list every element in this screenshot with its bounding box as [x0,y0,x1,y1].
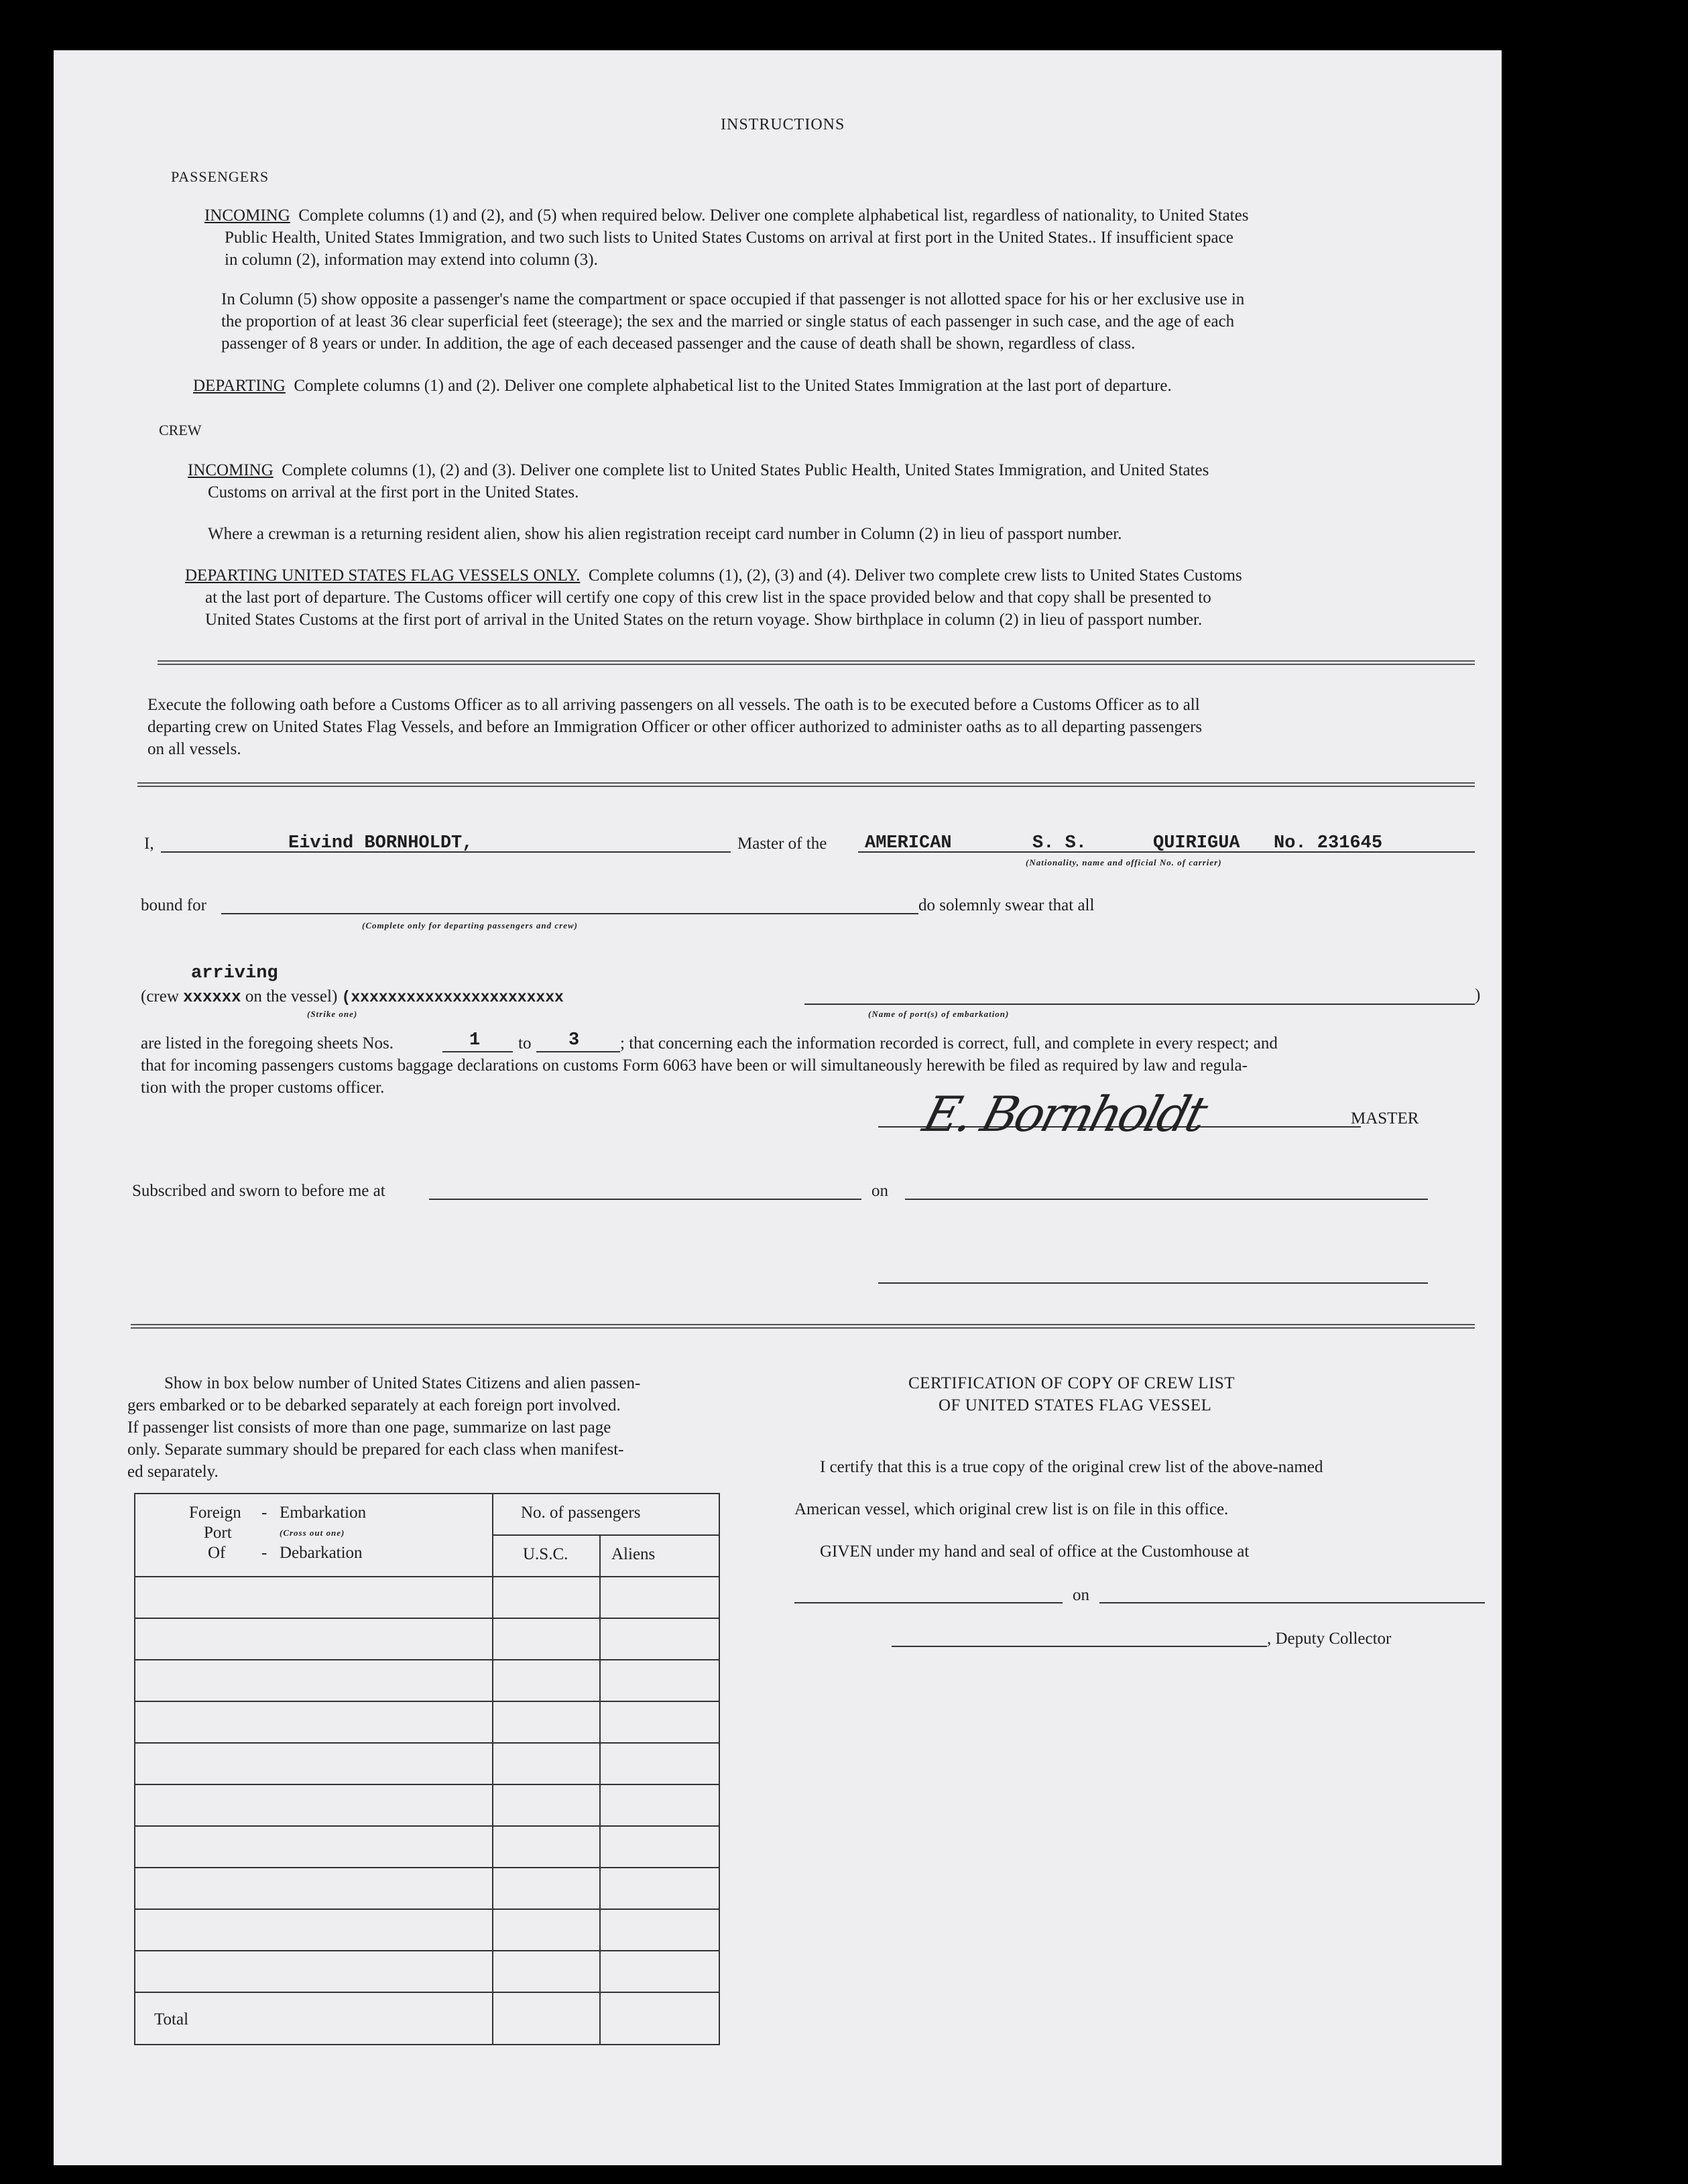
col-cross: (Cross out one) [280,1528,345,1538]
col-usc: U.S.C. [523,1545,568,1563]
summary-line5: ed separately. [127,1463,219,1481]
cert-title2: OF UNITED STATES FLAG VESSEL [939,1396,1212,1414]
master-name-value: Eivind BORNHOLDT, [288,833,473,853]
col-foreign: Foreign [189,1504,241,1522]
table-row[interactable] [135,1701,719,1702]
summary-line4: only. Separate summary should be prepared for each class when manifest- [127,1441,624,1459]
col-port: Port [204,1524,232,1542]
to-label: to [518,1034,532,1052]
swear-text: do solemnly swear that all [918,896,1095,914]
page-title: INSTRUCTIONS [721,116,845,133]
col-no-passengers: No. of passengers [521,1504,641,1522]
subscribed-on-label: on [871,1182,888,1200]
table-row[interactable] [135,1867,719,1868]
sheet-to-value: 3 [568,1030,580,1050]
passengers-col5-line3: passenger of 8 years or under. In addition, the age of each deceased passenger and the cause of death shall be shown, regardless of class. [221,335,1136,353]
crew-departing-line1 [185,564,1242,587]
baggage-line2: tion with the proper customs officer. [141,1079,385,1097]
vessel-number: No. 231645 [1274,833,1383,853]
total-label: Total [154,2010,189,2028]
document-page [54,50,1502,2165]
table-divider [135,1576,719,1577]
on-vessel: on the vessel) [245,987,338,1006]
col-of: Of [208,1544,226,1562]
crew-departing-text1: Complete columns (1), (2), (3) and (4). Deliver two complete crew lists to United States Customs [588,566,1242,585]
sheet-to-field[interactable] [536,1051,620,1052]
table-row[interactable] [135,1950,719,1951]
table-row[interactable] [135,1784,719,1785]
crew-incoming-text1: Complete columns (1), (2) and (3). Deliver one complete list to United States Public Health, United States Immigration, and United States [282,461,1209,479]
table-row[interactable] [135,1618,719,1619]
table-row[interactable] [135,1992,719,1993]
passengers-departing-text: Complete columns (1) and (2). Deliver one complete alphabetical list to the United States Immigration at the last port of departure. [294,377,1172,395]
col-dash1: - [261,1504,267,1522]
summary-line3: If passenger list consists of more than one page, summarize on last page [127,1418,611,1437]
crew-paren-line [141,987,564,1007]
section-divider [131,1324,1475,1329]
col-embarkation: Embarkation [280,1504,367,1522]
cert-line2: American vessel, which original crew list is on file in this office. [794,1500,1229,1518]
cert-date-field[interactable] [1099,1602,1485,1603]
passengers-incoming-text1: Complete columns (1) and (2), and (5) when required below. Deliver one complete alphabetical list, regardless of nationality, to United States [298,206,1249,225]
table-row[interactable] [135,1825,719,1827]
close-paren: ) [1475,986,1481,1004]
oath-intro-line2: departing crew on United States Flag Vessels, and before an Immigration Officer or other officer authorized to administer oaths as to all departing passengers [147,718,1203,736]
strike-caption: (Strike one) [307,1009,358,1019]
passengers-incoming-line1 [204,204,1248,227]
passengers-departing-label: DEPARTING [193,377,286,395]
bound-for-label: bound for [141,896,206,914]
vessel-nationality: AMERICAN [865,833,952,853]
struck-passengers: (xxxxxxxxxxxxxxxxxxxxxxx [341,989,564,1006]
ports-embarkation-field[interactable] [804,1004,1475,1005]
crew-incoming-line1 [188,459,1209,481]
crew-open: (crew [141,987,179,1006]
bound-for-caption: (Complete only for departing passengers and crew) [362,920,578,930]
crew-departing-label: DEPARTING UNITED STATES FLAG VESSELS ONLY. [185,566,581,585]
cert-title1: CERTIFICATION OF COPY OF CREW LIST [908,1374,1235,1392]
bound-for-field[interactable] [221,913,918,914]
summary-line1: Show in box below number of United States Citizens and alien passen- [164,1374,641,1392]
cert-place-field[interactable] [794,1602,1063,1603]
oath-i-label: I, [144,835,154,853]
ports-caption: (Name of port(s) of embarkation) [868,1009,1010,1019]
passengers-incoming-line2: Public Health, United States Immigration, and two such lists to United States Customs on arrival at first port in the United States.. If insufficient space [225,229,1233,247]
table-row[interactable] [135,1742,719,1744]
crew-incoming-label: INCOMING [188,461,274,479]
crew-departing-line2: at the last port of departure. The Customs officer will certify one copy of this crew list in the space provided below and that copy shall be presented to [205,589,1211,607]
master-label: MASTER [1351,1109,1419,1128]
vessel-name: QUIRIGUA [1153,833,1240,853]
passengers-departing-line [193,375,1172,397]
subscribed-place-field[interactable] [429,1199,861,1200]
sheet-from-field[interactable] [442,1051,513,1052]
master-of-label: Master of the [737,835,827,853]
crew-incoming-line2: Customs on arrival at the first port in the United States. [208,483,579,501]
passengers-incoming-label: INCOMING [204,206,290,225]
oath-intro-line1: Execute the following oath before a Customs Officer as to all arriving passengers on all vessels. The oath is to be executed before a Customs Officer as to all [147,696,1200,714]
col-dash2: - [261,1544,267,1562]
officer-signature-field[interactable] [878,1282,1428,1284]
table-row[interactable] [135,1659,719,1660]
cert-line1: I certify that this is a true copy of the original crew list of the above-named [820,1458,1323,1476]
deputy-signature-field[interactable] [892,1646,1267,1647]
table-divider [492,1534,719,1536]
master-signature: E. Bornholdt [917,1086,1211,1142]
subscribed-label: Subscribed and sworn to before me at [132,1182,385,1200]
baggage-line: that for incoming passengers customs baggage declarations on customs Form 6063 have been or will simultaneously herewith be filed as required by law and regula- [141,1056,1248,1075]
arriving-typed: arriving [191,963,278,983]
deputy-label: , Deputy Collector [1267,1630,1392,1648]
subscribed-date-field[interactable] [905,1199,1428,1200]
passengers-incoming-line3: in column (2), information may extend into column (3). [225,251,598,269]
sheet-from-value: 1 [469,1030,481,1050]
cert-line3: GIVEN under my hand and seal of office at the Customhouse at [820,1542,1250,1561]
col-debarkation: Debarkation [280,1544,363,1562]
oath-intro-line3: on all vessels. [147,740,241,758]
table-row[interactable] [135,1908,719,1910]
vessel-caption: (Nationality, name and official No. of carrier) [1026,857,1222,867]
col-aliens: Aliens [611,1545,656,1563]
struck-departing: xxxxxx [183,989,241,1007]
passengers-heading: PASSENGERS [171,168,269,185]
crew-heading: CREW [159,422,202,438]
cert-on-label: on [1073,1586,1089,1604]
crew-departing-line3: United States Customs at the first port of arrival in the United States on the return voyage. Show birthplace in column (2) in lieu of passport number. [205,611,1203,629]
crew-resident-text: Where a crewman is a returning resident alien, show his alien registration receipt card number in Column (2) in lieu of passport number. [208,525,1122,543]
listed-rest: ; that concerning each the information recorded is correct, full, and complete in every respect; and [620,1034,1278,1052]
table-divider [599,1536,601,2044]
passengers-col5-line2: the proportion of at least 36 clear superficial feet (steerage); the sex and the married or single status of each passenger in such case, and the age of each [221,312,1235,330]
vessel-type: S. S. [1032,833,1087,853]
passenger-summary-table [134,1493,720,2045]
section-divider [137,782,1475,787]
passengers-col5-line1: In Column (5) show opposite a passenger's name the compartment or space occupied if that passenger is not allotted space for his or her exclusive use in [221,290,1245,308]
listed-label: are listed in the foregoing sheets Nos. [141,1034,394,1052]
summary-line2: gers embarked or to be debarked separately at each foreign port involved. [127,1396,621,1414]
section-divider [158,660,1475,665]
